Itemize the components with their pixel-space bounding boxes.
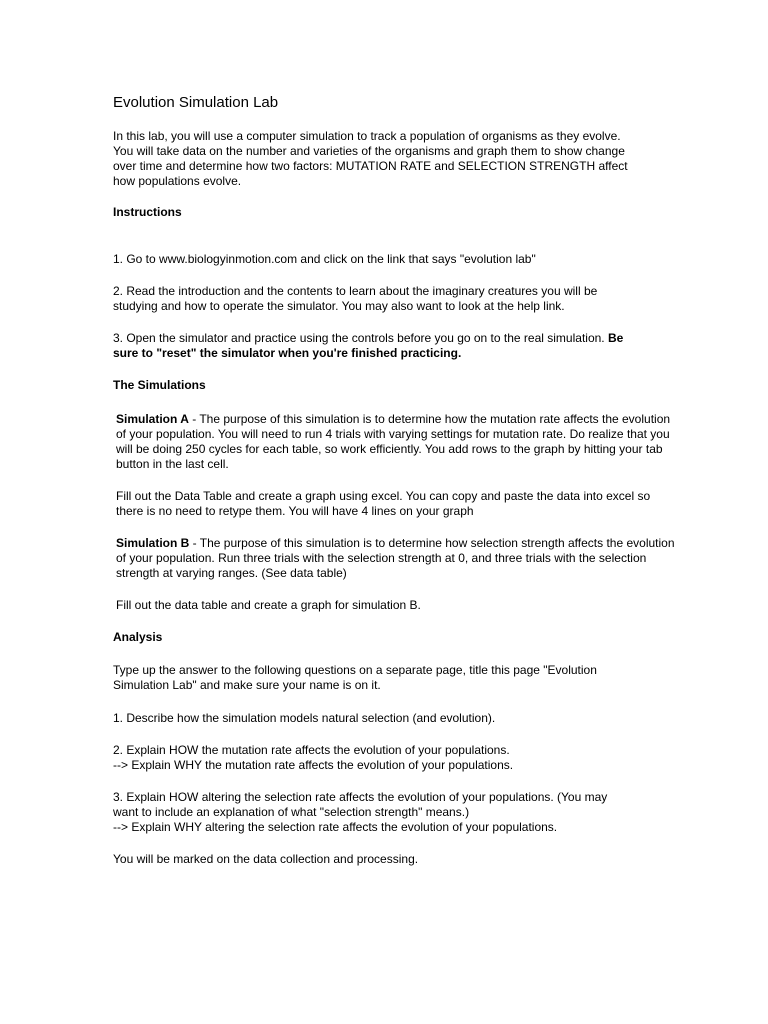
analysis-heading: Analysis xyxy=(113,630,163,644)
simulation-a-text: - The purpose of this simulation is to determine how the mutation rate affects the evolution of your population. You will need to run 4 trials with varying settings for mutation rate. Do realize that you will be doing 250 cycles for each table, so work efficiently. You add rows to the graph by hitting your tab button in the last cell. xyxy=(116,412,671,471)
instruction-step-3-text: 3. Open the simulator and practice using the controls before you go on to the real simulation. xyxy=(113,331,608,345)
analysis-question-1: 1. Describe how the simulation models natural selection (and evolution). xyxy=(113,711,496,725)
document-page xyxy=(113,94,713,867)
closing-note: You will be marked on the data collection and processing. xyxy=(113,852,419,866)
instruction-step-3-bold-start: Be xyxy=(607,331,624,345)
document-title: Evolution Simulation Lab xyxy=(113,94,279,111)
instruction-step-3-bold-rest: sure to "reset" the simulator when you're finished practicing. xyxy=(113,346,462,360)
simulation-a-fill-instructions: Fill out the Data Table and create a graph using excel. You can copy and paste the data into excel so there is no need to retype them. You will have 4 lines on your graph xyxy=(116,489,651,518)
simulation-a-paragraph xyxy=(113,412,713,472)
simulation-a-label: Simulation A xyxy=(116,412,189,426)
instruction-step-3 xyxy=(113,331,713,361)
simulation-b-label: Simulation B xyxy=(116,536,190,550)
analysis-intro: Type up the answer to the following questions on a separate page, title this page "Evolution Simulation Lab" and make sure your name is on it. xyxy=(113,663,597,692)
simulation-b-text: - The purpose of this simulation is to determine how selection strength affects the evolution of your population. Run three trials with the selection strength at 0, and three trials with the selection strength at varying ranges. (See data table) xyxy=(116,536,675,580)
analysis-question-3: 3. Explain HOW altering the selection rate affects the evolution of your populations. (You may want to include an explanation of what "selection strength" means.) --> Explain WHY altering the selection rate affects the evolution of your populations. xyxy=(113,790,608,834)
instructions-heading: Instructions xyxy=(113,205,182,219)
simulation-b-paragraph xyxy=(113,536,713,581)
simulation-b-fill-instructions: Fill out the data table and create a graph for simulation B. xyxy=(116,598,421,612)
analysis-question-2: 2. Explain HOW the mutation rate affects the evolution of your populations. --> Explain WHY the mutation rate affects the evolution of your populations. xyxy=(113,743,514,772)
intro-paragraph: In this lab, you will use a computer simulation to track a population of organisms as they evolve. You will take data on the number and varieties of the organisms and graph them to show change over time and determine how two factors: MUTATION RATE and SELECTION STRENGTH affect how populations evolve. xyxy=(113,129,628,188)
instruction-step-1-text: 1. Go to www.biologyinmotion.com and click on the link that says "evolution lab" xyxy=(113,252,536,266)
instruction-step-2: 2. Read the introduction and the contents to learn about the imaginary creatures you will be studying and how to operate the simulator. You may also want to look at the help link. xyxy=(113,284,598,313)
instruction-step-1 xyxy=(113,237,713,267)
simulations-heading: The Simulations xyxy=(113,378,206,392)
